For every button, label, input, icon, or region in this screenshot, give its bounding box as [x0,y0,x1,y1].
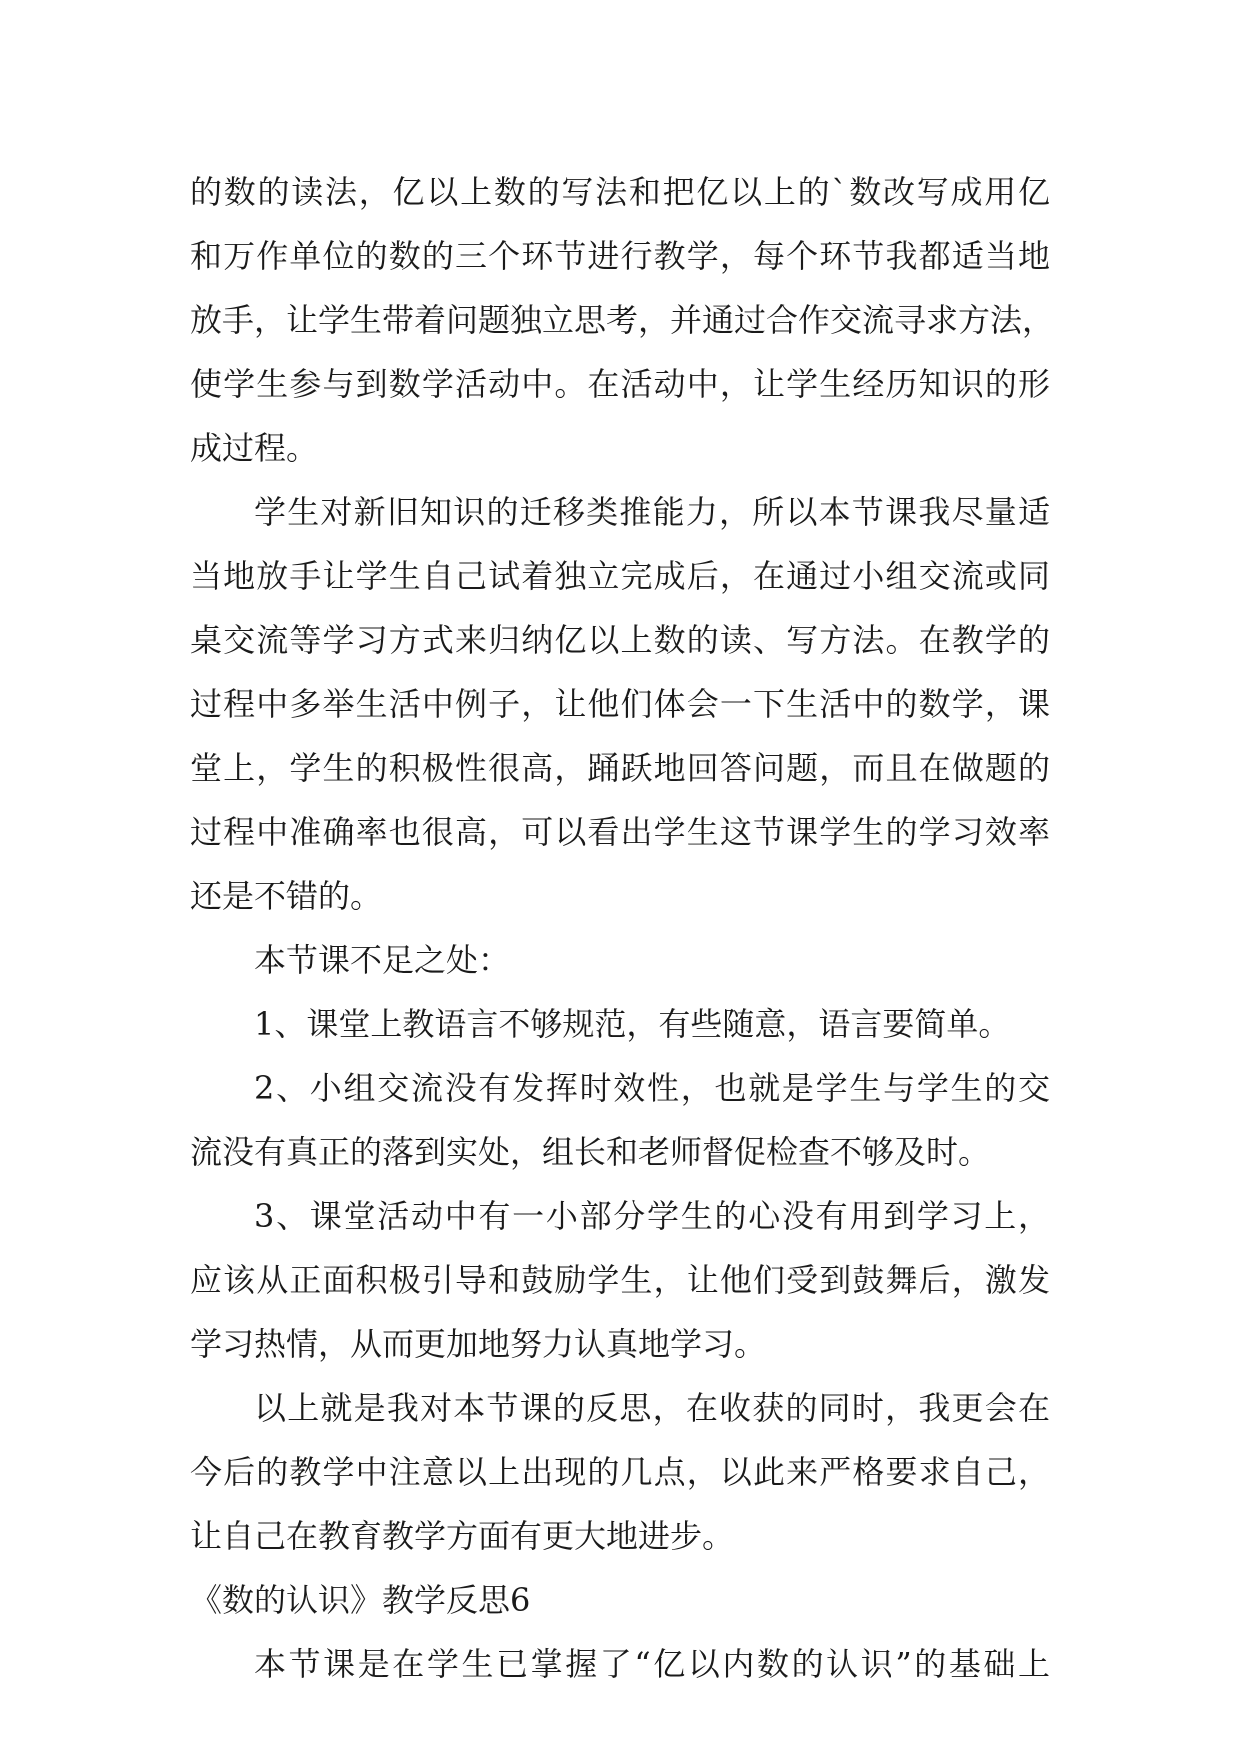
text-line: 应该从正面积极引导和鼓励学生，让他们受到鼓舞后，激发 [190,1261,1050,1299]
text-line: 堂上，学生的积极性很高，踊跃地回答问题，而且在做题的 [190,749,1050,787]
text-line: 本节课不足之处： [254,941,511,979]
text-line: 让自己在教育教学方面有更大地进步。 [190,1517,735,1555]
text-line: 2、小组交流没有发挥时效性，也就是学生与学生的交 [254,1069,1050,1107]
document-page [190,160,1055,1696]
text-line: 和万作单位的数的三个环节进行教学，每个环节我都适当地 [190,237,1050,275]
text-line: 成过程。 [190,429,319,467]
text-line: 过程中多举生活中例子，让他们体会一下生活中的数学，课 [190,685,1050,723]
text-line: 以上就是我对本节课的反思，在收获的同时，我更会在 [254,1389,1050,1427]
text-line: 1、课堂上教语言不够规范，有些随意，语言要简单。 [254,1005,1011,1043]
text-line: 使学生参与到数学活动中。在活动中，让学生经历知识的形 [190,365,1050,403]
text-line: 3、课堂活动中有一小部分学生的心没有用到学习上， [254,1197,1050,1235]
text-line: 本节课是在学生已掌握了“亿以内数的认识”的基础上 [254,1645,1050,1683]
text-line: 流没有真正的落到实处，组长和老师督促检查不够及时。 [190,1133,991,1171]
text-line: 学习热情，从而更加地努力认真地学习。 [190,1325,767,1363]
section-title: 《数的认识》教学反思6 [190,1581,531,1619]
text-line: 放手，让学生带着问题独立思考，并通过合作交流寻求方法， [190,301,1055,339]
text-line: 学生对新旧知识的迁移类推能力，所以本节课我尽量适 [254,493,1050,531]
text-line: 今后的教学中注意以上出现的几点，以此来严格要求自己， [190,1453,1050,1491]
text-line: 还是不错的。 [190,877,383,915]
text-line: 当地放手让学生自己试着独立完成后，在通过小组交流或同 [190,557,1050,595]
text-line: 的数的读法，亿以上数的写法和把亿以上的`数改写成用亿 [190,173,1050,211]
text-line: 过程中准确率也很高，可以看出学生这节课学生的学习效率 [190,813,1050,851]
text-line: 桌交流等学习方式来归纳亿以上数的读、写方法。在教学的 [190,621,1050,659]
